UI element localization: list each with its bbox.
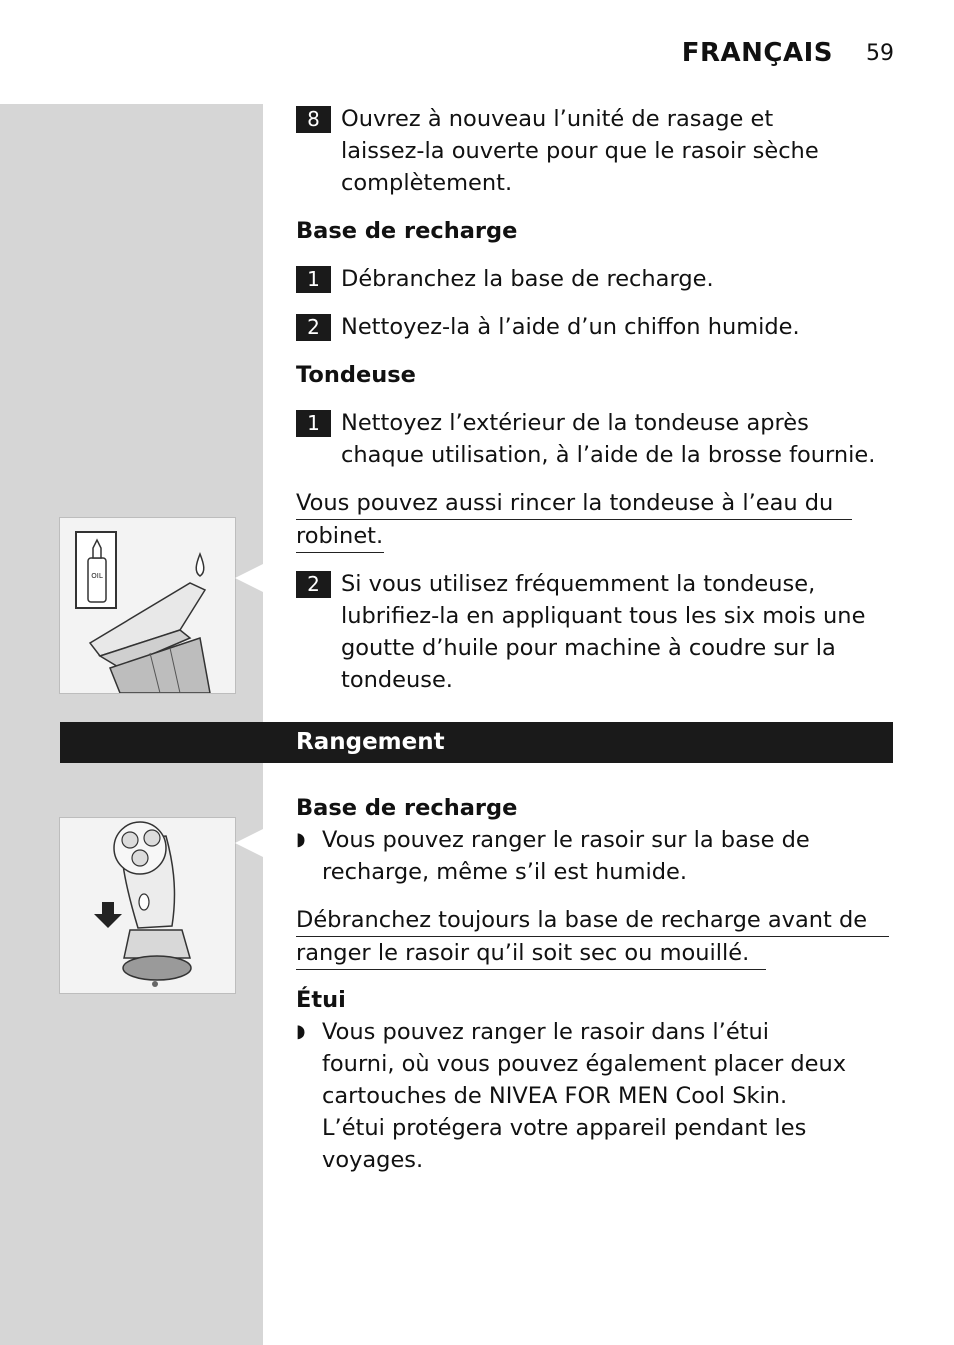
note-line: robinet. xyxy=(296,520,384,553)
step-line: Si vous utilisez fréquemment la tondeuse, xyxy=(341,571,816,597)
bullet-line: fourni, où vous pouvez également placer deux xyxy=(322,1051,847,1077)
bullet-line: cartouches de NIVEA FOR MEN Cool Skin. xyxy=(322,1083,788,1109)
step-number: 2 xyxy=(296,314,331,341)
step-1-base xyxy=(296,263,894,295)
step-line: Débranchez la base de recharge. xyxy=(341,266,714,292)
note-line: ranger le rasoir qu’il soit sec ou mouillé. xyxy=(296,937,766,970)
note-line: Débranchez toujours la base de recharge avant de xyxy=(296,904,889,937)
language-header: FRANÇAIS xyxy=(681,38,833,68)
bullet-line: recharge, même s’il est humide. xyxy=(322,859,688,885)
step-1-tondeuse xyxy=(296,407,894,471)
bullet-line: L’étui protégera votre appareil pendant les xyxy=(322,1115,807,1141)
heading-etui: Étui xyxy=(296,987,346,1013)
shaver-base-illustration xyxy=(59,817,236,994)
step-line: complètement. xyxy=(341,170,513,196)
step-line: laissez-la ouverte pour que le rasoir sèche xyxy=(341,138,819,164)
step-number: 1 xyxy=(296,266,331,293)
heading-base-recharge-rangement: Base de recharge xyxy=(296,795,518,821)
note-debranchez xyxy=(296,904,894,970)
figure-pointer xyxy=(235,564,263,592)
note-rincer xyxy=(296,487,894,553)
section-title: Rangement xyxy=(296,729,445,755)
step-number: 1 xyxy=(296,410,331,437)
step-line: Nettoyez l’extérieur de la tondeuse après xyxy=(341,410,809,436)
figure-pointer xyxy=(235,829,263,857)
heading-base-recharge: Base de recharge xyxy=(296,218,518,244)
oil-trimmer-drawing xyxy=(60,518,235,693)
oil-trimmer-illustration xyxy=(59,517,236,694)
note-line: Vous pouvez aussi rincer la tondeuse à l’eau du xyxy=(296,487,852,520)
step-line: Nettoyez-la à l’aide d’un chiffon humide. xyxy=(341,314,800,340)
page-number: 59 xyxy=(866,41,894,66)
step-line: goutte d’huile pour machine à coudre sur la xyxy=(341,635,836,661)
bullet-line: voyages. xyxy=(322,1147,424,1173)
step-number: 2 xyxy=(296,571,331,598)
oil-label: OIL xyxy=(91,572,103,580)
bullet-base xyxy=(296,824,894,888)
bullet-icon: ◗ xyxy=(296,829,306,850)
step-2-base xyxy=(296,311,894,343)
bullet-line: Vous pouvez ranger le rasoir sur la base de xyxy=(322,827,810,853)
bullet-line: Vous pouvez ranger le rasoir dans l’étui xyxy=(322,1019,770,1045)
heading-tondeuse: Tondeuse xyxy=(296,362,416,388)
step-number: 8 xyxy=(296,106,331,133)
step-line: lubrifiez-la en appliquant tous les six mois une xyxy=(341,603,866,629)
bullet-icon: ◗ xyxy=(296,1021,306,1042)
section-rangement xyxy=(60,722,893,763)
shaver-base-drawing xyxy=(60,818,235,993)
step-8 xyxy=(296,103,894,199)
step-line: tondeuse. xyxy=(341,667,453,693)
step-line: Ouvrez à nouveau l’unité de rasage et xyxy=(341,106,774,132)
step-2-tondeuse xyxy=(296,568,894,696)
bullet-etui xyxy=(296,1016,894,1176)
step-line: chaque utilisation, à l’aide de la brosse fournie. xyxy=(341,442,876,468)
